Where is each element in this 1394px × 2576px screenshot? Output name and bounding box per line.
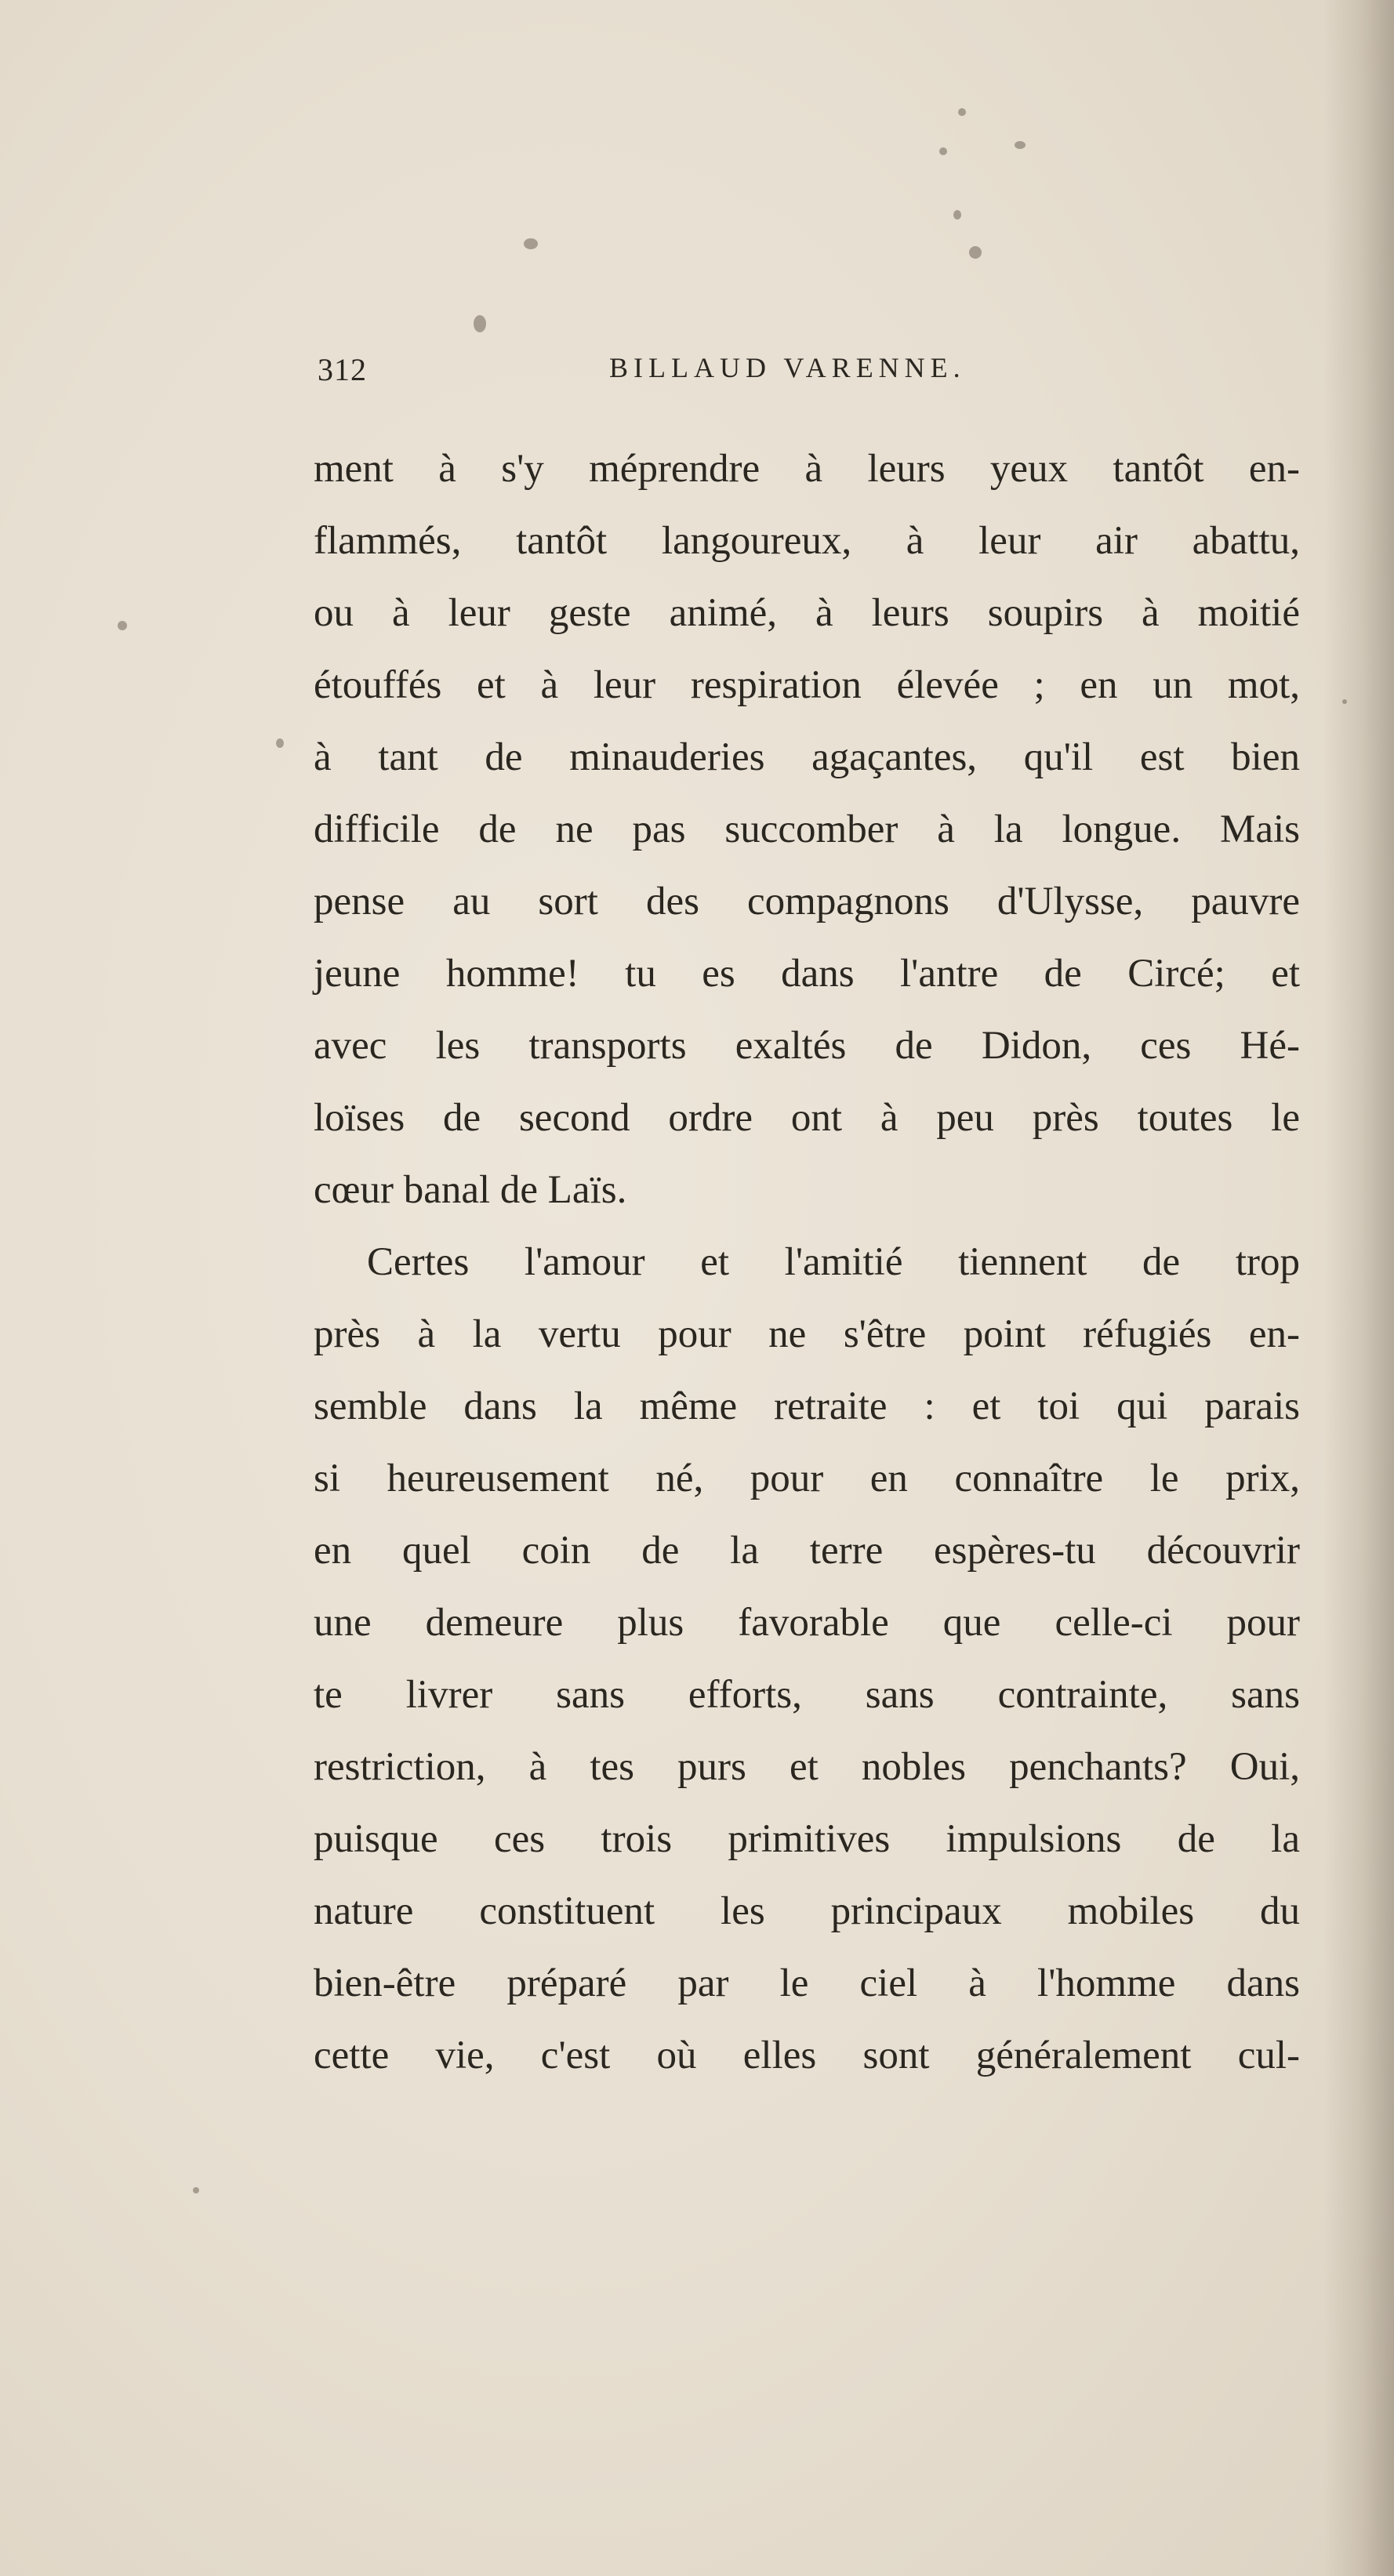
paper-speck — [474, 315, 486, 332]
text-line: à tant de minauderies agaçantes, qu'il est bien — [314, 735, 1300, 779]
paper-speck — [524, 238, 538, 249]
text-line: ment à s'y méprendre à leurs yeux tantôt en- — [314, 447, 1300, 491]
paper-speck — [953, 210, 961, 220]
text-line: semble dans la même retraite : et toi qui parais — [314, 1384, 1300, 1428]
paper-speck — [958, 108, 966, 116]
page-number: 312 — [318, 352, 367, 387]
text-line: cette vie, c'est où elles sont généralement cul- — [314, 2034, 1300, 2077]
paragraph — [314, 433, 1300, 1226]
text-line: nature constituent les principaux mobiles du — [314, 1889, 1300, 1933]
page-edge-shadow — [1323, 0, 1394, 2576]
text-line: bien-être préparé par le ciel à l'homme dans — [314, 1961, 1300, 2005]
text-line: pense au sort des compagnons d'Ulysse, pauvre — [314, 880, 1300, 923]
text-line: Certes l'amour et l'amitié tiennent de trop — [367, 1240, 1300, 1284]
text-line: si heureusement né, pour en connaître le prix, — [314, 1457, 1300, 1500]
paragraph — [314, 1226, 1300, 2092]
text-line: puisque ces trois primitives impulsions de la — [314, 1817, 1300, 1861]
text-line: ou à leur geste animé, à leurs soupirs à moitié — [314, 591, 1300, 635]
text-line: étouffés et à leur respiration élevée ; en un mot, — [314, 663, 1300, 707]
paper-speck — [939, 147, 947, 155]
paper-speck — [1342, 699, 1347, 704]
text-line: restriction, à tes purs et nobles penchants? Oui, — [314, 1745, 1300, 1789]
paper-speck — [1015, 141, 1026, 149]
text-line: avec les transports exaltés de Didon, ces Hé- — [314, 1024, 1300, 1068]
text-line: flammés, tantôt langoureux, à leur air abattu, — [314, 519, 1300, 563]
text-line: jeune homme! tu es dans l'antre de Circé; et — [314, 952, 1300, 996]
text-line: en quel coin de la terre espères-tu découvrir — [314, 1529, 1300, 1573]
paper-speck — [118, 621, 127, 630]
running-title: BILLAUD VARENNE. — [609, 352, 966, 383]
text-line: te livrer sans efforts, sans contrainte, sans — [314, 1673, 1300, 1717]
text-line: loïses de second ordre ont à peu près toutes le — [314, 1096, 1300, 1140]
text-line: une demeure plus favorable que celle-ci pour — [314, 1601, 1300, 1645]
paper-speck — [193, 2187, 199, 2193]
paper-speck — [969, 246, 982, 259]
body-text — [314, 433, 1300, 2092]
text-line: près à la vertu pour ne s'être point réfugiés en- — [314, 1312, 1300, 1356]
paper-speck — [276, 738, 284, 748]
text-line: difficile de ne pas succomber à la longue. Mais — [314, 807, 1300, 851]
running-header — [318, 351, 1070, 398]
text-line: cœur banal de Laïs. — [314, 1168, 627, 1212]
